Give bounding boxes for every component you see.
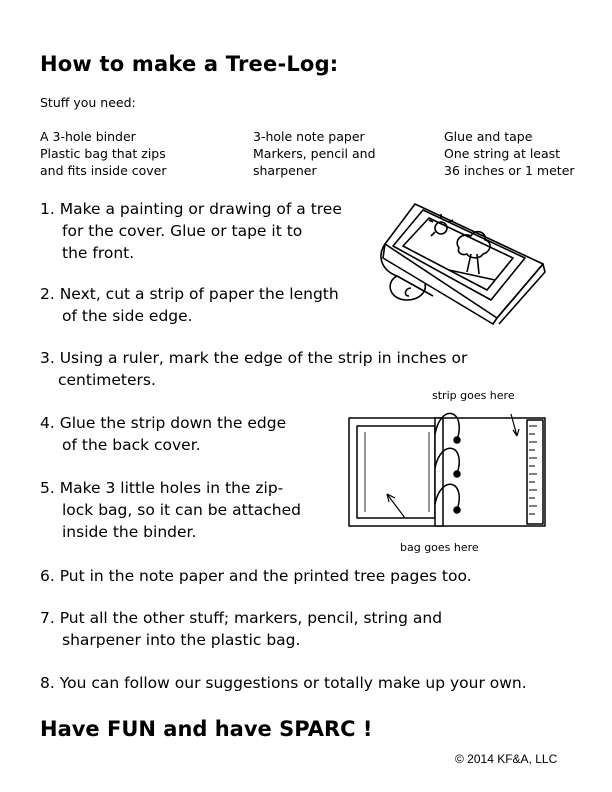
supply-item: Plastic bag that zips [40, 146, 166, 161]
step-text: 8. You can follow our suggestions or totally make up your own. [40, 674, 527, 692]
stuff-heading: Stuff you need: [40, 95, 136, 110]
step-text: of the back cover. [62, 436, 201, 454]
supply-item: sharpener [253, 163, 317, 178]
step-1 [40, 198, 342, 264]
bag-caption: bag goes here [400, 541, 479, 554]
step-text: 4. Glue the strip down the edge [40, 414, 287, 432]
supply-item: 3-hole note paper [253, 129, 365, 144]
step-text: lock bag, so it can be attached [62, 501, 301, 519]
step-text: the front. [62, 244, 135, 262]
supply-item: A 3-hole binder [40, 129, 136, 144]
supplies-col-2 [253, 128, 376, 179]
step-text: 2. Next, cut a strip of paper the length [40, 285, 339, 303]
step-8 [40, 672, 527, 694]
step-text: centimeters. [58, 371, 156, 389]
supply-item: One string at least [444, 146, 561, 161]
copyright: © 2014 KF&A, LLC [455, 752, 558, 766]
supplies-col-1 [40, 128, 166, 179]
step-text: inside the binder. [62, 523, 197, 541]
step-text: sharpener into the plastic bag. [62, 631, 301, 649]
supply-item: Markers, pencil and [253, 146, 376, 161]
strip-caption: strip goes here [432, 389, 515, 402]
supply-item: and fits inside cover [40, 163, 167, 178]
step-text: of the side edge. [62, 307, 193, 325]
step-text: 6. Put in the note paper and the printed tree pages too. [40, 567, 472, 585]
step-4 [40, 412, 286, 456]
closing-line: Have FUN and have SPARC ! [40, 717, 373, 741]
step-text: 7. Put all the other stuff; markers, pencil, string and [40, 609, 443, 627]
step-5 [40, 477, 301, 543]
supply-item: Glue and tape [444, 129, 533, 144]
step-6 [40, 565, 472, 587]
step-text: for the cover. Glue or tape it to [62, 222, 303, 240]
step-7 [40, 607, 442, 651]
supplies-col-3 [444, 128, 575, 179]
step-text: 5. Make 3 little holes in the zip- [40, 479, 284, 497]
supply-item: 36 inches or 1 meter [444, 163, 575, 178]
page-title: How to make a Tree-Log: [40, 52, 339, 76]
step-text: 3. Using a ruler, mark the edge of the strip in inches or [40, 349, 468, 367]
step-3 [40, 347, 467, 391]
binder-cover-illustration [375, 196, 555, 326]
open-binder-illustration [345, 404, 560, 536]
step-text: 1. Make a painting or drawing of a tree [40, 200, 342, 218]
step-2 [40, 283, 339, 327]
